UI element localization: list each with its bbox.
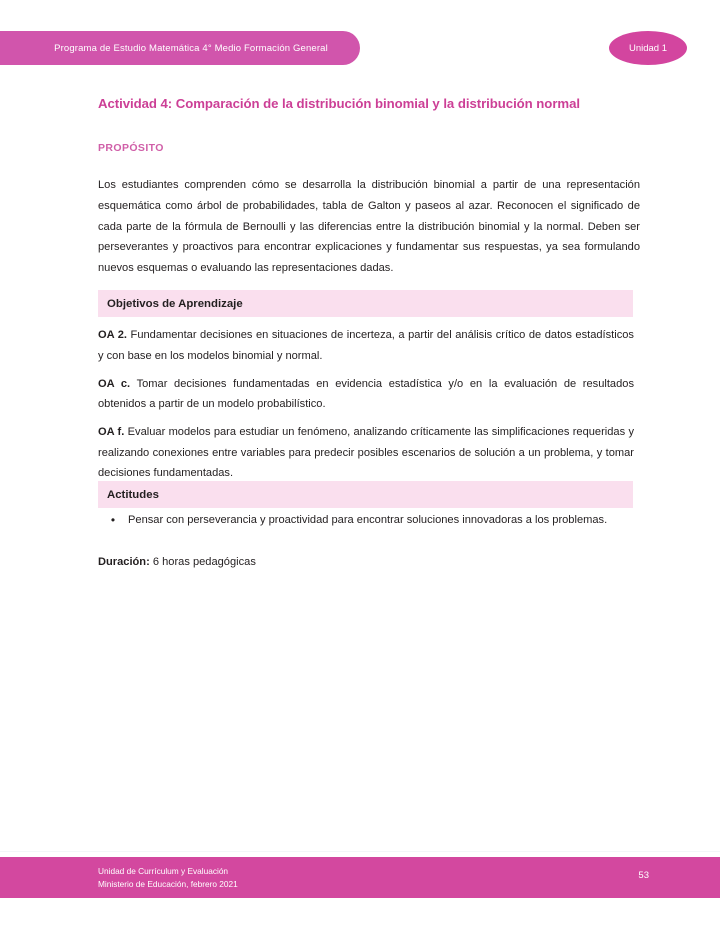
list-item: [98, 422, 634, 484]
purpose-paragraph: Los estudiantes comprenden cómo se desarrolla la distribución binomial a partir de una representación esquemática como árbol de probabilidades, tabla de Galton y paseos al azar. Reconocen el significado de cada parte de la fórmula de Bernoulli y las diferencias entre la distribución binomial y la normal. Deben ser perseverantes y proactivos para encontrar explicaciones y fundamentar sus respuestas, ya sea formulando nuevos esquemas o evaluando las representaciones dadas.: [98, 179, 640, 275]
duration-label: Duración:: [98, 556, 150, 568]
footer-credits-line1: Unidad de Currículum y Evaluación: [98, 866, 229, 876]
list-item: [98, 325, 634, 366]
page-title: Actividad 4: Comparación de la distribución binomial y la distribución normal: [98, 95, 580, 111]
header-banner: [0, 31, 360, 65]
oa-code: OA c.: [98, 377, 131, 390]
footer-credits: [98, 865, 238, 891]
purpose-section-label: PROPÓSITO: [98, 142, 164, 154]
attitudes-title: Actitudes: [107, 488, 159, 501]
attitudes-band: [98, 481, 633, 508]
oa-text: Fundamentar decisiones en situaciones de incerteza, a partir del análisis crítico de datos estadísticos y con base en los modelos binomial y normal.: [98, 329, 634, 362]
page-number: 53: [638, 870, 649, 881]
duration-value: 6 horas pedagógicas: [149, 556, 256, 568]
learning-objectives-title: Objetivos de Aprendizaje: [107, 297, 243, 310]
learning-objectives-list: [98, 325, 634, 484]
attitudes-list: [98, 510, 634, 531]
oa-text: Tomar decisiones fundamentadas en evidencia estadística y/o en la evaluación de resultados obtenidos a partir de un modelo probabilístico.: [98, 377, 634, 410]
page-footer: [0, 857, 720, 898]
footer-credits-line2: Ministerio de Educación, febrero 2021: [98, 879, 238, 889]
bullet-icon: •: [110, 513, 116, 527]
oa-text: Evaluar modelos para estudiar un fenómeno, analizando críticamente las simplificaciones requeridas y realizando conexiones entre variables para predecir posibles escenarios de solución a un problema, y tomar decisiones fundamentadas.: [98, 426, 634, 479]
list-item: [98, 510, 634, 531]
oa-code: OA 2.: [98, 329, 128, 341]
list-item: [98, 374, 634, 415]
attitude-text: Pensar con perseverancia y proactividad para encontrar soluciones innovadoras a los problemas.: [128, 514, 608, 526]
learning-objectives-band: [98, 290, 633, 317]
header-banner-label: Programa de Estudio Matemática 4° Medio Formación General: [54, 42, 328, 54]
unit-badge-label: Unidad 1: [628, 42, 668, 54]
duration-line: [98, 552, 634, 573]
page-header: [0, 31, 720, 65]
oa-code: OA f.: [98, 426, 125, 438]
footer-divider: [0, 851, 720, 852]
unit-badge: [609, 31, 687, 65]
